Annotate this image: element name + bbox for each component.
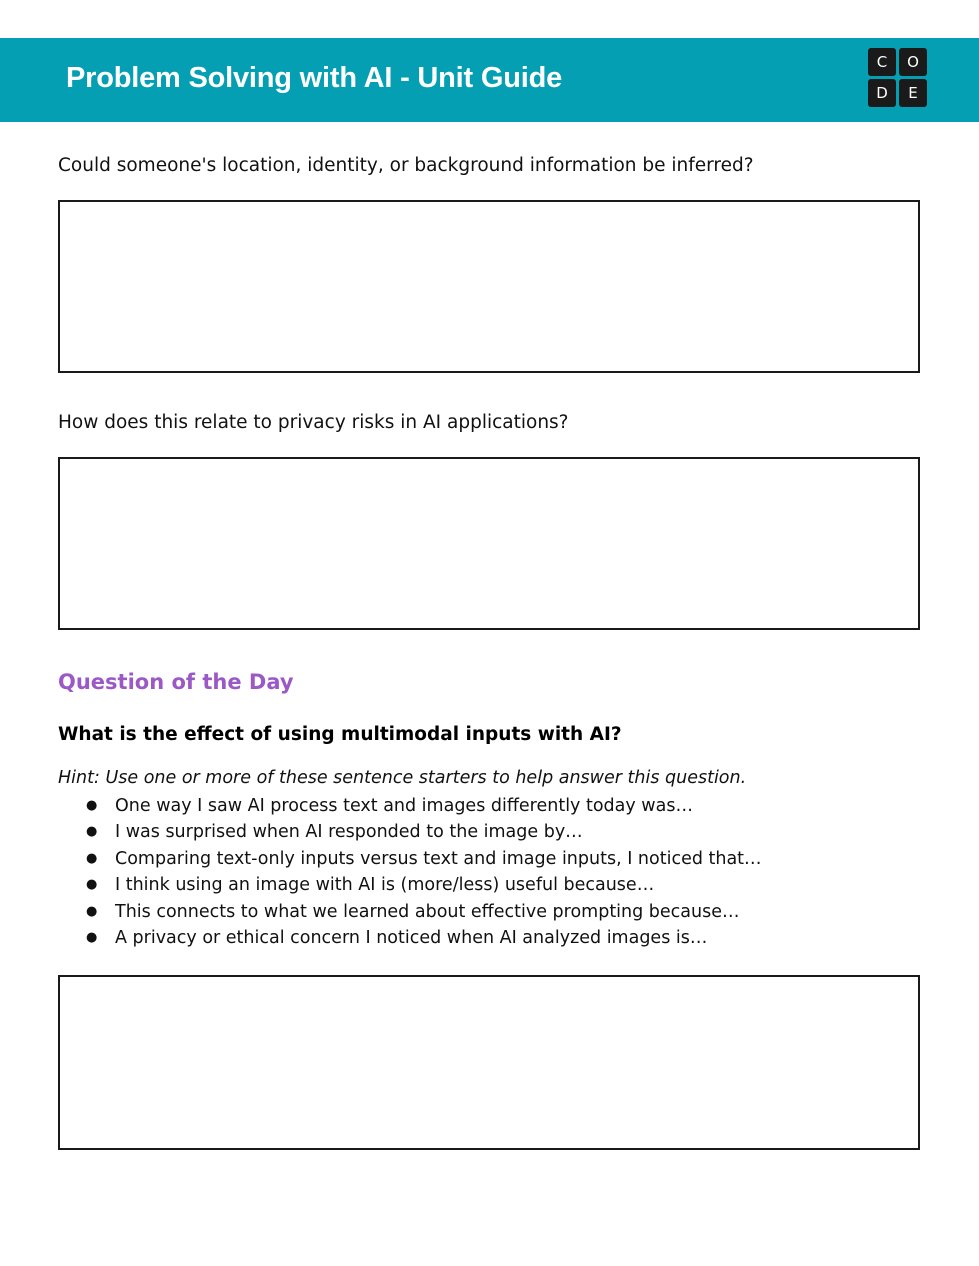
- page-header: [0, 38, 979, 122]
- answer-box-inference[interactable]: [58, 200, 920, 373]
- hint-text: : Use one or more of these sentence starters to help answer this question.: [93, 768, 747, 788]
- logo-letter-d: D: [868, 79, 896, 107]
- answer-box-question-of-day[interactable]: [58, 975, 920, 1150]
- prompt-inference: Could someone's location, identity, or background information be inferred?: [58, 155, 754, 176]
- logo-letter-c: C: [868, 48, 896, 76]
- prompt-privacy-risks: How does this relate to privacy risks in AI applications?: [58, 412, 569, 433]
- sentence-starters-list: [58, 793, 762, 951]
- hint-line: [58, 768, 746, 788]
- unit-guide-title: Problem Solving with AI - Unit Guide: [66, 62, 563, 94]
- logo-letter-o: O: [899, 48, 927, 76]
- question-of-day-question: What is the effect of using multimodal inputs with AI?: [58, 724, 622, 745]
- list-item: ● A privacy or ethical concern I noticed when AI analyzed images is…: [58, 925, 762, 951]
- list-item: ● I was surprised when AI responded to the image by…: [58, 819, 762, 845]
- question-of-day-heading: Question of the Day: [58, 670, 294, 694]
- list-item: ● One way I saw AI process text and images differently today was…: [58, 793, 762, 819]
- answer-box-privacy-risks[interactable]: [58, 457, 920, 630]
- code-logo: [868, 48, 927, 107]
- hint-label: Hint: [58, 768, 94, 788]
- list-item: ● Comparing text-only inputs versus text and image inputs, I noticed that…: [58, 846, 762, 872]
- logo-letter-e: E: [899, 79, 927, 107]
- list-item: ● I think using an image with AI is (more/less) useful because…: [58, 872, 762, 898]
- list-item: ● This connects to what we learned about effective prompting because…: [58, 899, 762, 925]
